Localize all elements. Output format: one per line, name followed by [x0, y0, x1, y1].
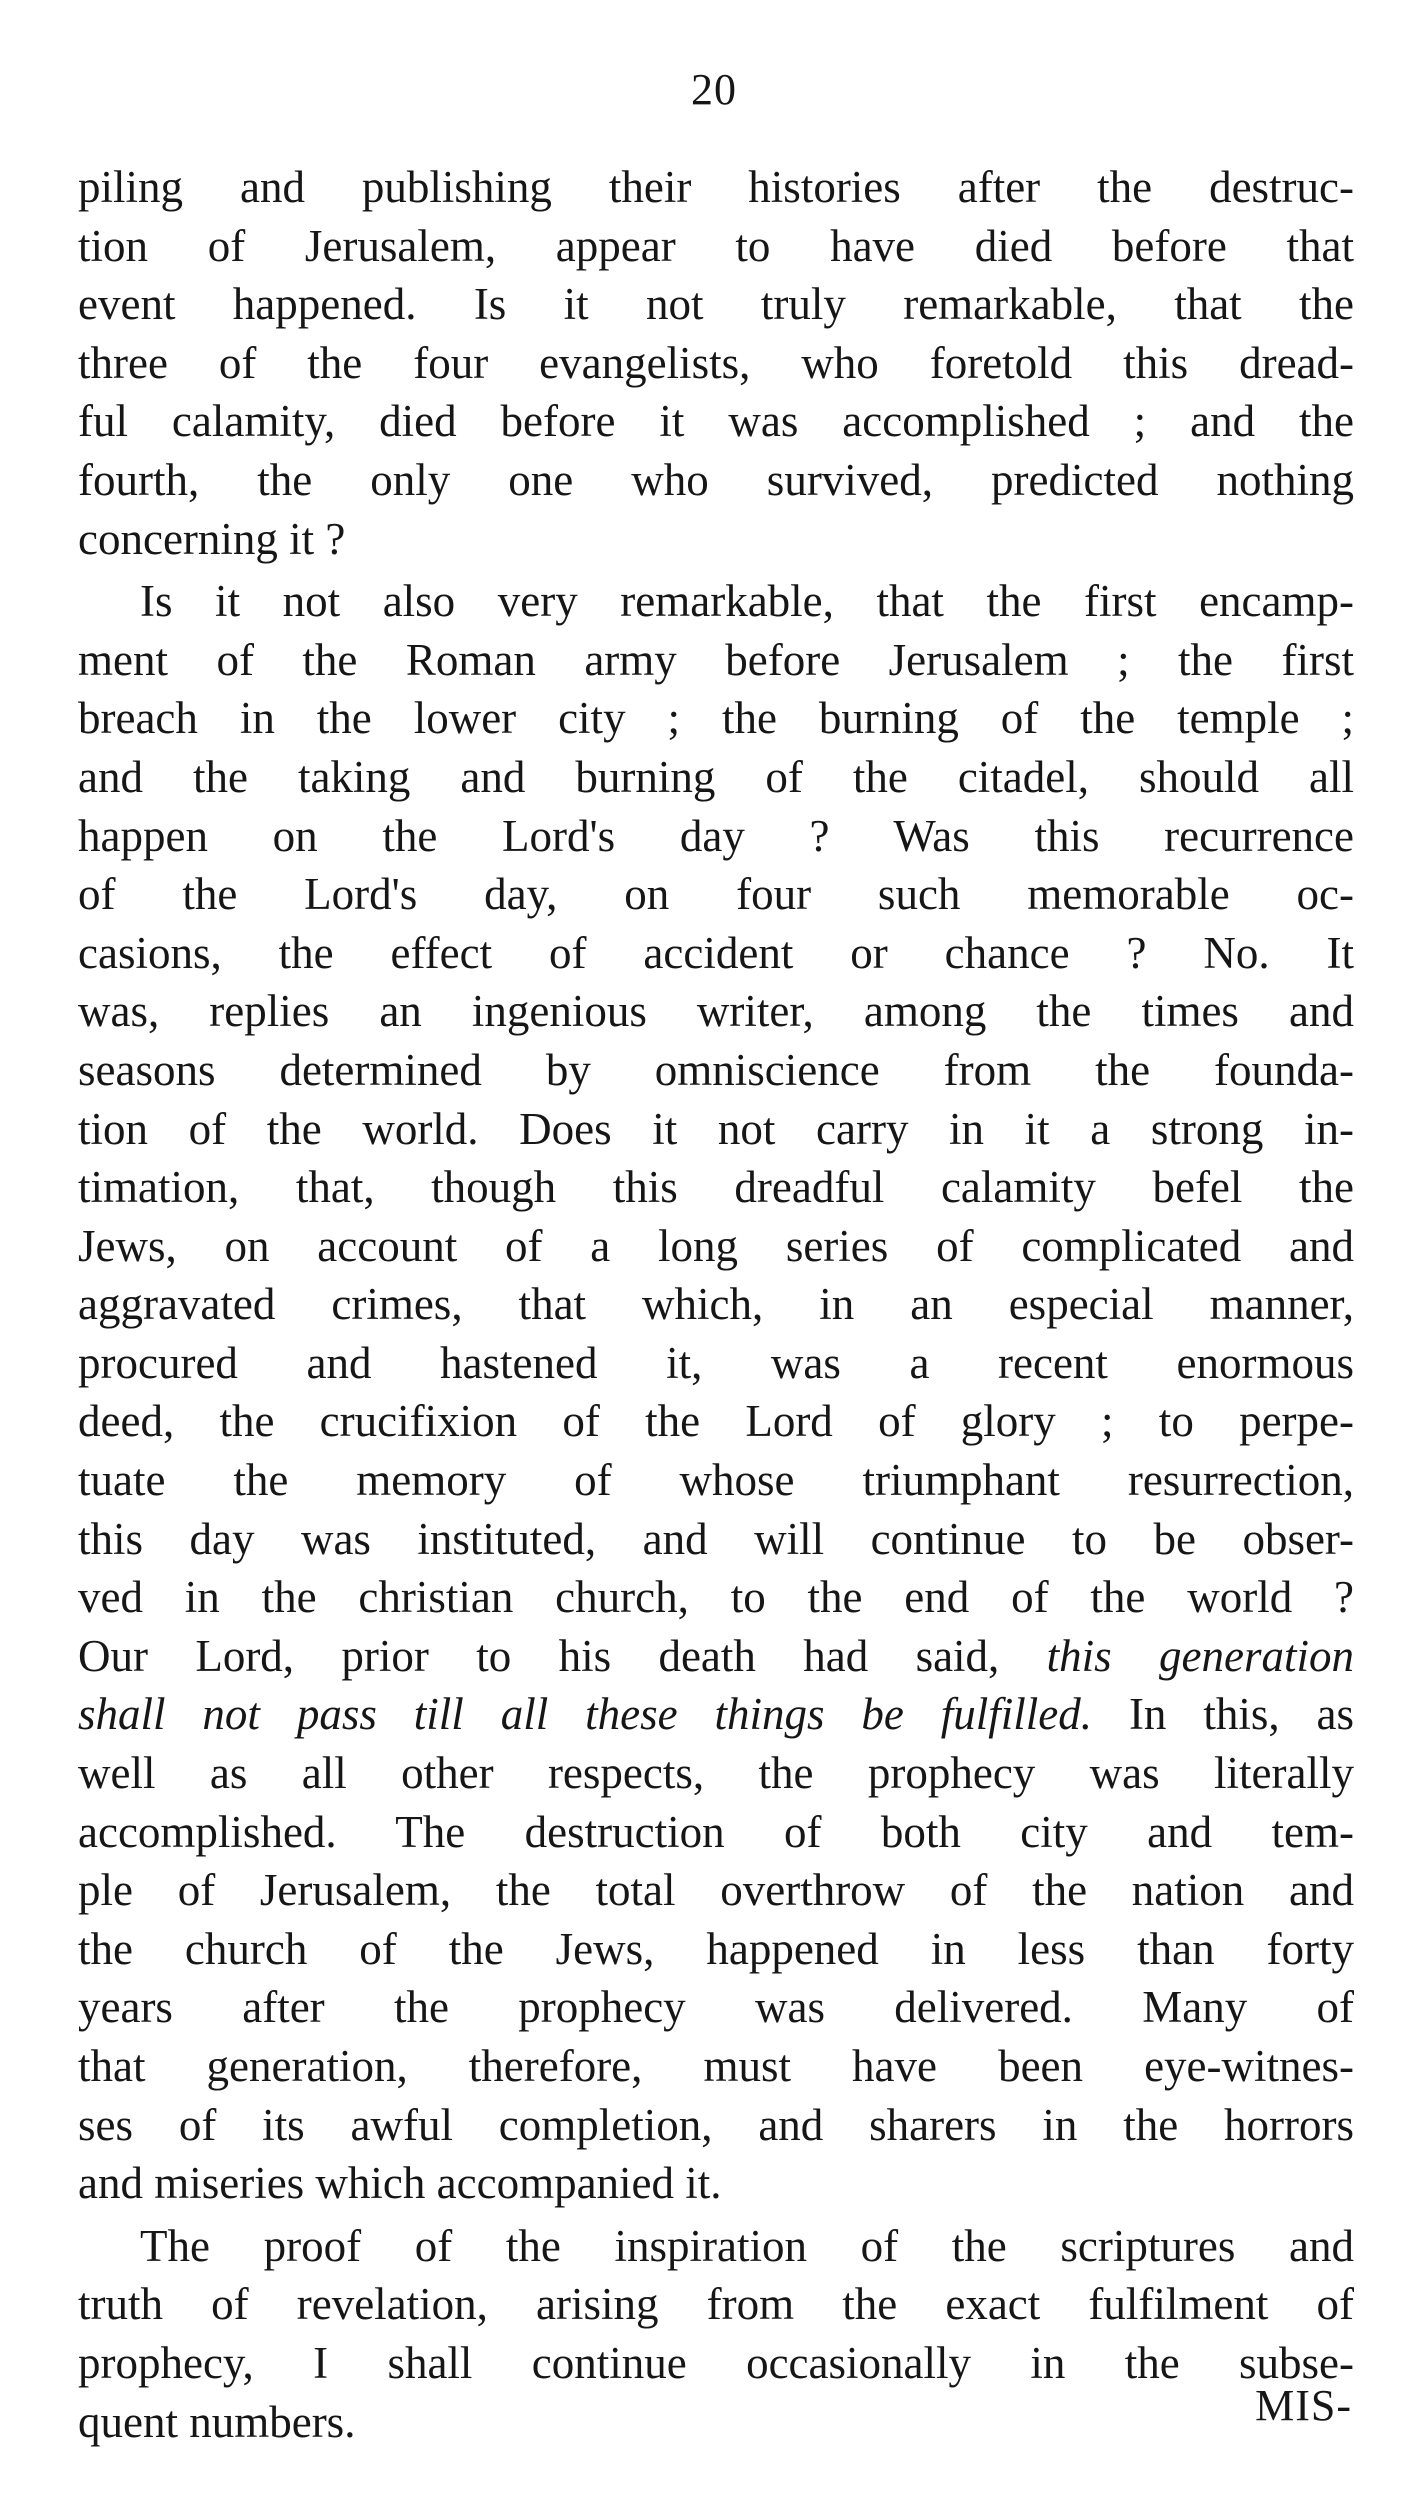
text-line: seasons determined by omniscience from the founda- — [78, 1044, 1354, 1095]
text-line: ses of its awful completion, and sharers in the horrors — [78, 2099, 1354, 2150]
paragraph-2 — [78, 572, 1354, 2213]
scripture-quote: this generation — [1046, 1630, 1355, 1681]
text-line: aggravated crimes, that which, in an especial manner, — [78, 1279, 1354, 1330]
scripture-quote: shall not pass till all these things be fulfilled. — [78, 1689, 1093, 1740]
catchword: MIS- — [1255, 2381, 1352, 2430]
text-line: that generation, therefore, must have been eye-witnes- — [78, 2041, 1354, 2091]
text-line: concerning it ? — [78, 513, 346, 564]
text-line: ment of the Roman army before Jerusalem ; the first — [78, 634, 1354, 685]
text-line: timation, that, though this dreadful calamity befel the — [78, 1162, 1354, 1213]
text-line: Jews, on account of a long series of complicated and — [78, 1220, 1354, 1271]
text-line: tion of Jerusalem, appear to have died before that — [78, 220, 1354, 271]
text-line: prophecy, I shall continue occasionally in the subse- — [78, 2337, 1354, 2388]
text-line: tuate the memory of whose triumphant resurrection, — [78, 1455, 1354, 1506]
text-line: quent numbers. — [78, 2396, 356, 2447]
body-text — [78, 158, 1354, 2451]
text-line-with-quote — [78, 1627, 1354, 1686]
text-line: and miseries which accompanied it. — [78, 2158, 722, 2209]
text-line: breach in the lower city ; the burning of the temple ; — [78, 693, 1354, 744]
text-line: the church of the Jews, happened in less than forty — [78, 1923, 1354, 1974]
paragraph-1 — [78, 158, 1354, 568]
text-line: three of the four evangelists, who foretold this dread- — [78, 337, 1354, 388]
text-line: of the Lord's day, on four such memorable oc- — [78, 869, 1354, 920]
text-line: ful calamity, died before it was accomplished ; and the — [78, 396, 1354, 447]
text-line: and the taking and burning of the citadel, should all — [78, 751, 1354, 802]
text-segment: Our Lord, prior to his death had said, — [78, 1630, 1047, 1681]
text-line: ple of Jerusalem, the total overthrow of the nation and — [78, 1865, 1354, 1916]
text-line: The proof of the inspiration of the scriptures and — [140, 2220, 1354, 2271]
text-line: was, replies an ingenious writer, among the times and — [78, 986, 1354, 1037]
text-line: years after the prophecy was delivered. Many of — [78, 1982, 1354, 2033]
text-line: this day was instituted, and will continue to be obser- — [78, 1513, 1354, 1564]
text-line-with-quote — [78, 1685, 1354, 1744]
text-line: truth of revelation, arising from the exact fulfilment of — [78, 2279, 1354, 2330]
text-line: casions, the effect of accident or chance ? No. It — [78, 927, 1354, 978]
page-number: 20 — [691, 65, 737, 114]
paragraph-3 — [78, 2217, 1354, 2451]
text-line: tion of the world. Does it not carry in it a strong in- — [78, 1103, 1354, 1154]
text-line: Is it not also very remarkable, that the first encamp- — [140, 576, 1354, 627]
text-line: fourth, the only one who survived, predicted nothing — [78, 454, 1354, 505]
text-line: ved in the christian church, to the end of the world ? — [78, 1572, 1354, 1623]
text-line: happen on the Lord's day ? Was this recurrence — [78, 810, 1354, 861]
text-line: procured and hastened it, was a recent enormous — [78, 1337, 1354, 1388]
text-line: well as all other respects, the prophecy was literally — [78, 1748, 1354, 1799]
text-line: piling and publishing their histories after the destruc- — [78, 162, 1354, 212]
text-line: deed, the crucifixion of the Lord of glory ; to perpe- — [78, 1396, 1354, 1447]
text-segment: In this, as — [1092, 1689, 1354, 1740]
text-line: accomplished. The destruction of both city and tem- — [78, 1806, 1354, 1857]
text-line: event happened. Is it not truly remarkable, that the — [78, 279, 1354, 330]
